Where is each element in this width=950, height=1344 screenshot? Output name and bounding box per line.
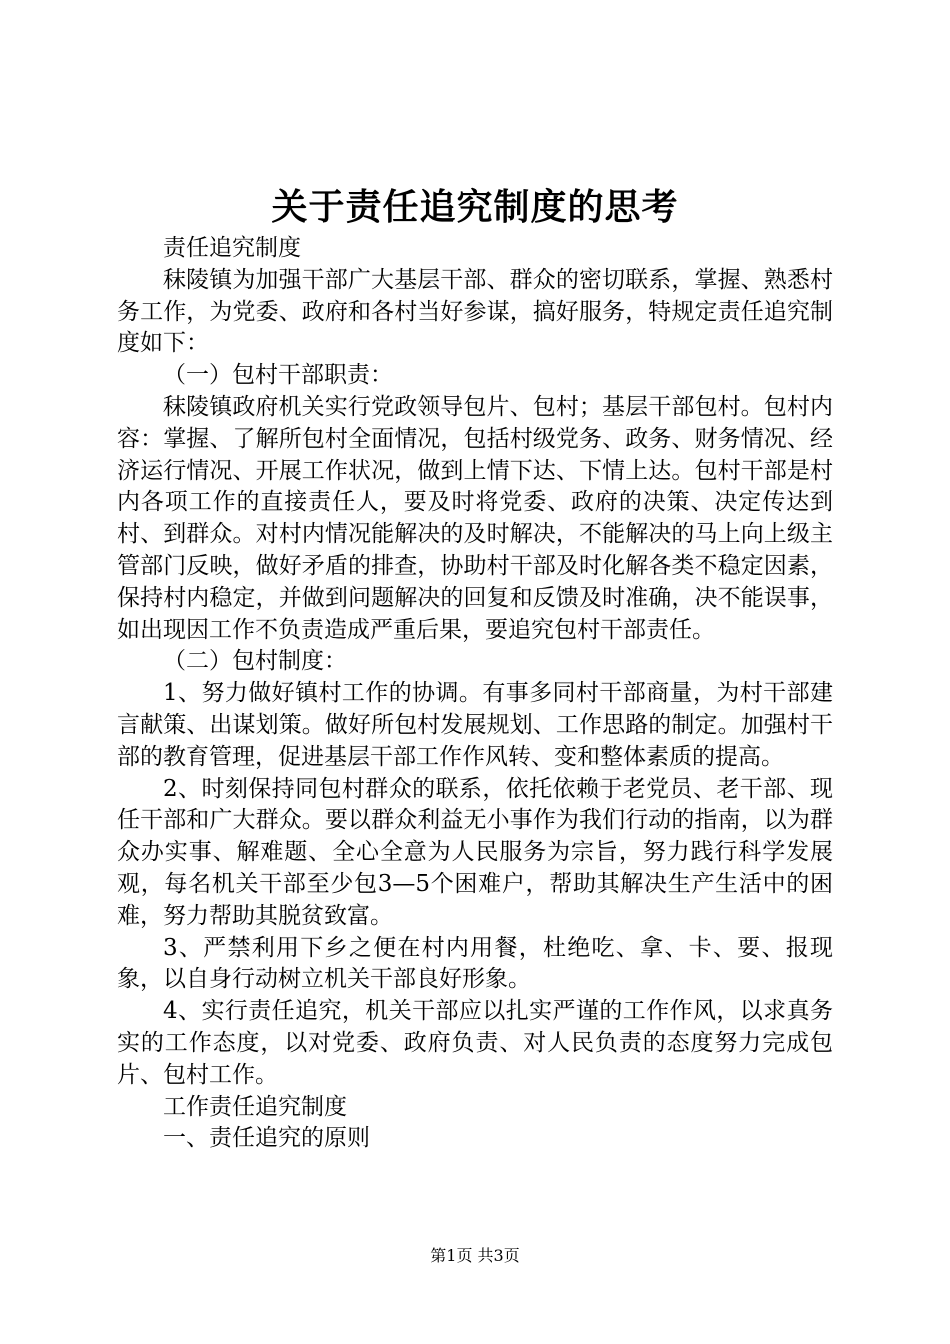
paragraph-section-1-body: 秣陵镇政府机关实行党政领导包片、包村；基层干部包村。包村内容：掌握、了解所包村全面情况，包括村级党务、政务、财务情况、经济运行情况、开展工作状况，做到上情下达、下情上达。包村干部是村内各项工作的直接责任人，要及时将党委、政府的决策、决定传达到村、到群众。对村内情况能解决的及时解决，不能解决的马上向上级主管部门反映，做好矛盾的排查，协助村干部及时化解各类不稳定因素，保持村内稳定，并做到问题解决的回复和反馈及时准确，决不能误事，如出现因工作不负责造成严重后果，要追究包村干部责任。	[117, 393, 833, 643]
document-title: 关于责任追究制度的思考	[271, 186, 679, 228]
paragraph-section-1-heading: （一）包村干部职责：	[163, 362, 393, 389]
paragraph-item-1: 1、努力做好镇村工作的协调。有事多同村干部商量，为村干部建言献策、出谋划策。做好所包村发展规划、工作思路的制定。加强村干部的教育管理，促进基层干部工作作风转、变和整体素质的提高。	[117, 680, 833, 770]
paragraph-heading-principles: 一、责任追究的原则	[163, 1125, 370, 1152]
paragraph-item-3: 3、严禁利用下乡之便在村内用餐，杜绝吃、拿、卡、要、报现象，以自身行动树立机关干部良好形象。	[117, 934, 833, 993]
paragraph-item-2: 2、时刻保持同包村群众的联系，依托依赖于老党员、老干部、现任干部和广大群众。要以群众利益无小事作为我们行动的指南，以为群众办实事、解难题、全心全意为人民服务为宗旨，努力践行科学发展观，每名机关干部至少包3—5个困难户，帮助其解决生产生活中的困难，努力帮助其脱贫致富。	[117, 775, 833, 929]
paragraph-heading-work-responsibility: 工作责任追究制度	[163, 1093, 347, 1120]
paragraph-section-2-heading: （二）包村制度：	[163, 648, 347, 675]
page-number-footer: 第1页 共3页	[430, 1246, 520, 1265]
document-body	[117, 233, 833, 1155]
paragraph-item-4: 4、实行责任追究，机关干部应以扎实严谨的工作作风，以求真务实的工作态度，以对党委、政府负责、对人民负责的态度努力完成包片、包村工作。	[117, 998, 833, 1088]
paragraph-intro: 秣陵镇为加强干部广大基层干部、群众的密切联系，掌握、熟悉村务工作，为党委、政府和各村当好参谋，搞好服务，特规定责任追究制度如下：	[117, 266, 833, 357]
paragraph-heading-responsibility-system: 责任追究制度	[163, 235, 301, 261]
